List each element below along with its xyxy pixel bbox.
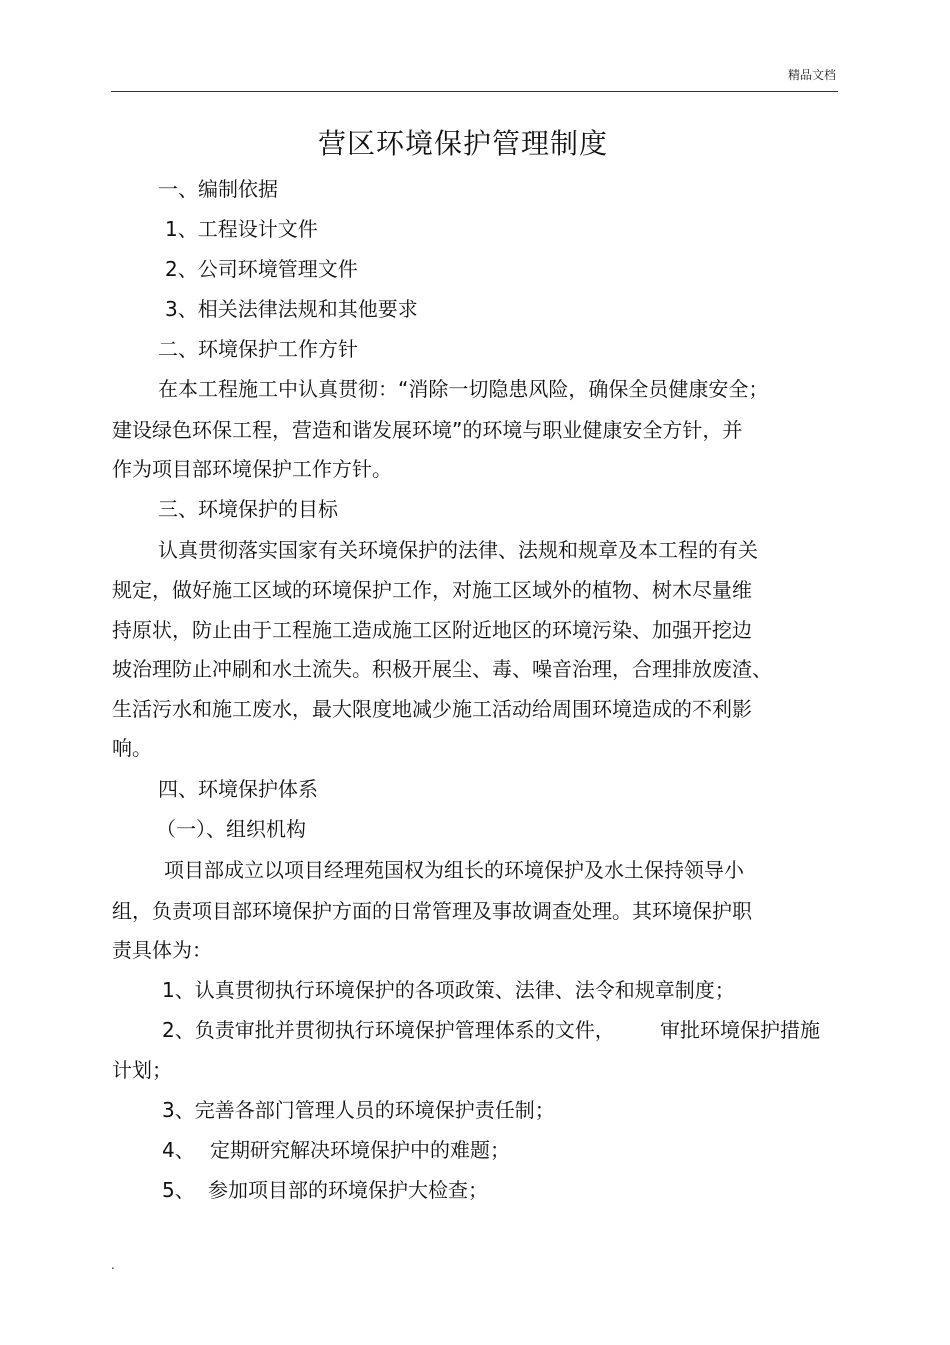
section-3-paragraph-line: 生活污水和施工废水，最大限度地减少施工活动给周围环境造成的不利影 bbox=[112, 697, 752, 721]
duty-item-text: 定期研究解决环境保护中的难题； bbox=[210, 1138, 510, 1162]
section-3-paragraph-line: 规定，做好施工区域的环境保护工作，对施工区域外的植物、树木尽量维 bbox=[112, 578, 752, 602]
section-4-heading: 四、环境保护体系 bbox=[158, 777, 318, 801]
duty-item-continuation: 审批环境保护措施 bbox=[660, 1018, 820, 1042]
section-3-paragraph-line: 认真贯彻落实国家有关环境保护的法律、法规和规章及本工程的有关 bbox=[158, 538, 758, 562]
section-1-heading: 一、编制依据 bbox=[158, 177, 278, 201]
section-4-paragraph-line: 责具体为： bbox=[112, 938, 212, 962]
section-2-paragraph-line: 建设绿色环保工程，营造和谐发展环境”的环境与职业健康安全方针，并 bbox=[112, 418, 743, 442]
duty-item: 1、认真贯彻执行环境保护的各项政策、法律、法令和规章制度； bbox=[162, 978, 735, 1002]
duty-item-text: 参加项目部的环境保护大检查； bbox=[208, 1178, 488, 1202]
duty-item: 3、完善各部门管理人员的环境保护责任制； bbox=[162, 1098, 555, 1122]
section-4-paragraph-line: 组，负责项目部环境保护方面的日常管理及事故调查处理。其环境保护职 bbox=[112, 899, 752, 923]
section-2-heading: 二、环境保护工作方针 bbox=[158, 337, 358, 361]
footer-mark: . bbox=[111, 1258, 115, 1272]
section-2-paragraph-line: 作为项目部环境保护工作方针。 bbox=[112, 457, 392, 481]
duty-item-continuation: 计划； bbox=[112, 1058, 172, 1082]
section-3-paragraph-line: 坡治理防止冲刷和水土流失。积极开展尘、毒、噪音治理，合理排放废渣、 bbox=[112, 657, 772, 681]
duty-item-number: 5、 bbox=[162, 1178, 195, 1202]
duty-item-number: 4、 bbox=[162, 1138, 195, 1162]
section-3-paragraph-line: 响。 bbox=[112, 736, 152, 760]
section-1-item: 3、相关法律法规和其他要求 bbox=[165, 297, 418, 321]
section-2-paragraph-line: 在本工程施工中认真贯彻：“消除一切隐患风险，确保全员健康安全； bbox=[158, 377, 769, 401]
section-1-item: 1、工程设计文件 bbox=[165, 217, 318, 241]
header-label: 精品文档 bbox=[787, 68, 836, 82]
section-3-heading: 三、环境保护的目标 bbox=[158, 497, 338, 521]
section-3-paragraph-line: 持原状，防止由于工程施工造成施工区附近地区的环境污染、加强开挖边 bbox=[112, 618, 752, 642]
section-4-subheading: （一）、组织机构 bbox=[156, 817, 306, 841]
document-title: 营区环境保护管理制度 bbox=[317, 127, 608, 160]
section-4-paragraph-line: 项目部成立以项目经理苑国权为组长的环境保护及水土保持领导小 bbox=[164, 858, 744, 882]
header-rule bbox=[111, 91, 838, 92]
duty-item: 2、负责审批并贯彻执行环境保护管理体系的文件， bbox=[162, 1018, 615, 1042]
section-1-item: 2、公司环境管理文件 bbox=[165, 257, 358, 281]
